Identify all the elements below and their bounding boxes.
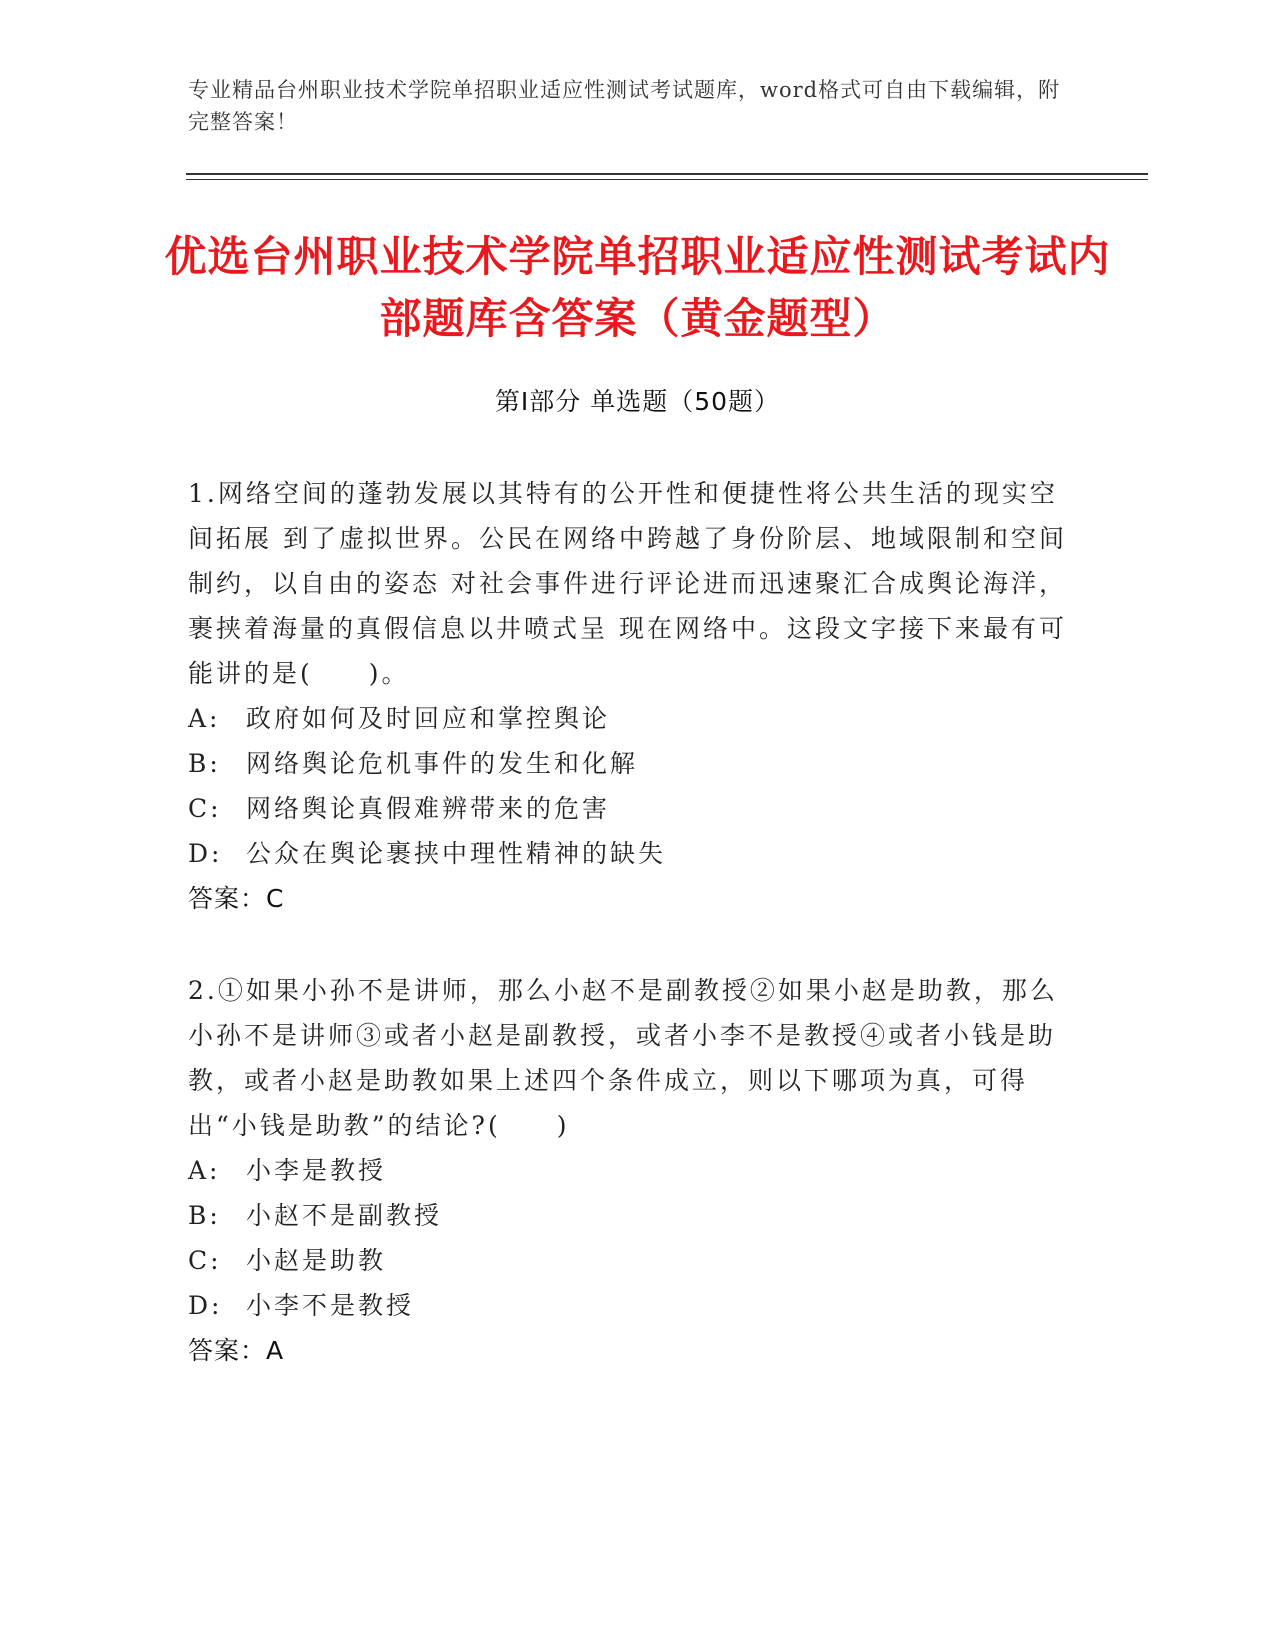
- option-key: D:: [188, 839, 223, 868]
- option-b: [188, 1193, 1068, 1238]
- question-1: [188, 471, 1068, 921]
- option-text: 网络舆论危机事件的发生和化解: [246, 749, 639, 778]
- option-c: [188, 1238, 1068, 1283]
- option-text: 网络舆论真假难辨带来的危害: [246, 794, 611, 823]
- option-text: 小李是教授: [246, 1156, 387, 1185]
- option-d: [188, 1283, 1068, 1328]
- option-b: [188, 741, 1068, 786]
- option-key: A:: [188, 704, 221, 733]
- option-key: D:: [188, 1291, 223, 1320]
- option-d: [188, 831, 1068, 876]
- option-text: 小赵不是副教授: [246, 1201, 443, 1230]
- section-title: 第Ⅰ部分 单选题（50题）: [494, 387, 781, 416]
- header-divider-thin: [186, 179, 1148, 180]
- answer: 答案：C: [188, 884, 285, 913]
- option-a: [188, 1148, 1068, 1193]
- option-key: B:: [188, 749, 221, 778]
- answer: 答案：A: [188, 1336, 285, 1365]
- header-note: 专业精品台州职业技术学院单招职业适应性测试考试题库，word格式可自由下载编辑，附完整答案！: [188, 78, 1061, 134]
- option-key: C:: [188, 794, 222, 823]
- option-text: 政府如何及时回应和掌控舆论: [246, 704, 611, 733]
- option-c: [188, 786, 1068, 831]
- option-key: C:: [188, 1246, 222, 1275]
- question-stem: 1.网络空间的蓬勃发展以其特有的公开性和便捷性将公共生活的现实空间拓展 到了虚拟世界。公民在网络中跨越了身份阶层、地域限制和空间制约，以自由的姿态 对社会事件进行评论进而迅速聚汇合成舆论海洋，裹挟着海量的真假信息以井喷式呈 现在网络中。这段文字接下来最有可能讲的是( )。: [188, 479, 1067, 688]
- option-text: 公众在舆论裹挟中理性精神的缺失: [246, 839, 667, 868]
- document-title: 优选台州职业技术学院单招职业适应性测试考试内部题库含答案（黄金题型）: [164, 232, 1111, 343]
- option-text: 小李不是教授: [246, 1291, 415, 1320]
- option-a: [188, 696, 1068, 741]
- header-divider-thick: [186, 173, 1148, 175]
- option-text: 小赵是助教: [246, 1246, 387, 1275]
- option-key: B:: [188, 1201, 221, 1230]
- question-2: [188, 968, 1068, 1373]
- option-key: A:: [188, 1156, 221, 1185]
- question-stem: 2.①如果小孙不是讲师，那么小赵不是副教授②如果小赵是助教，那么小孙不是讲师③或者小赵是副教授，或者小李不是教授④或者小钱是助教，或者小赵是助教如果上述四个条件成立，则以下哪项为真，可得出“小钱是助教”的结论?( ): [188, 976, 1058, 1140]
